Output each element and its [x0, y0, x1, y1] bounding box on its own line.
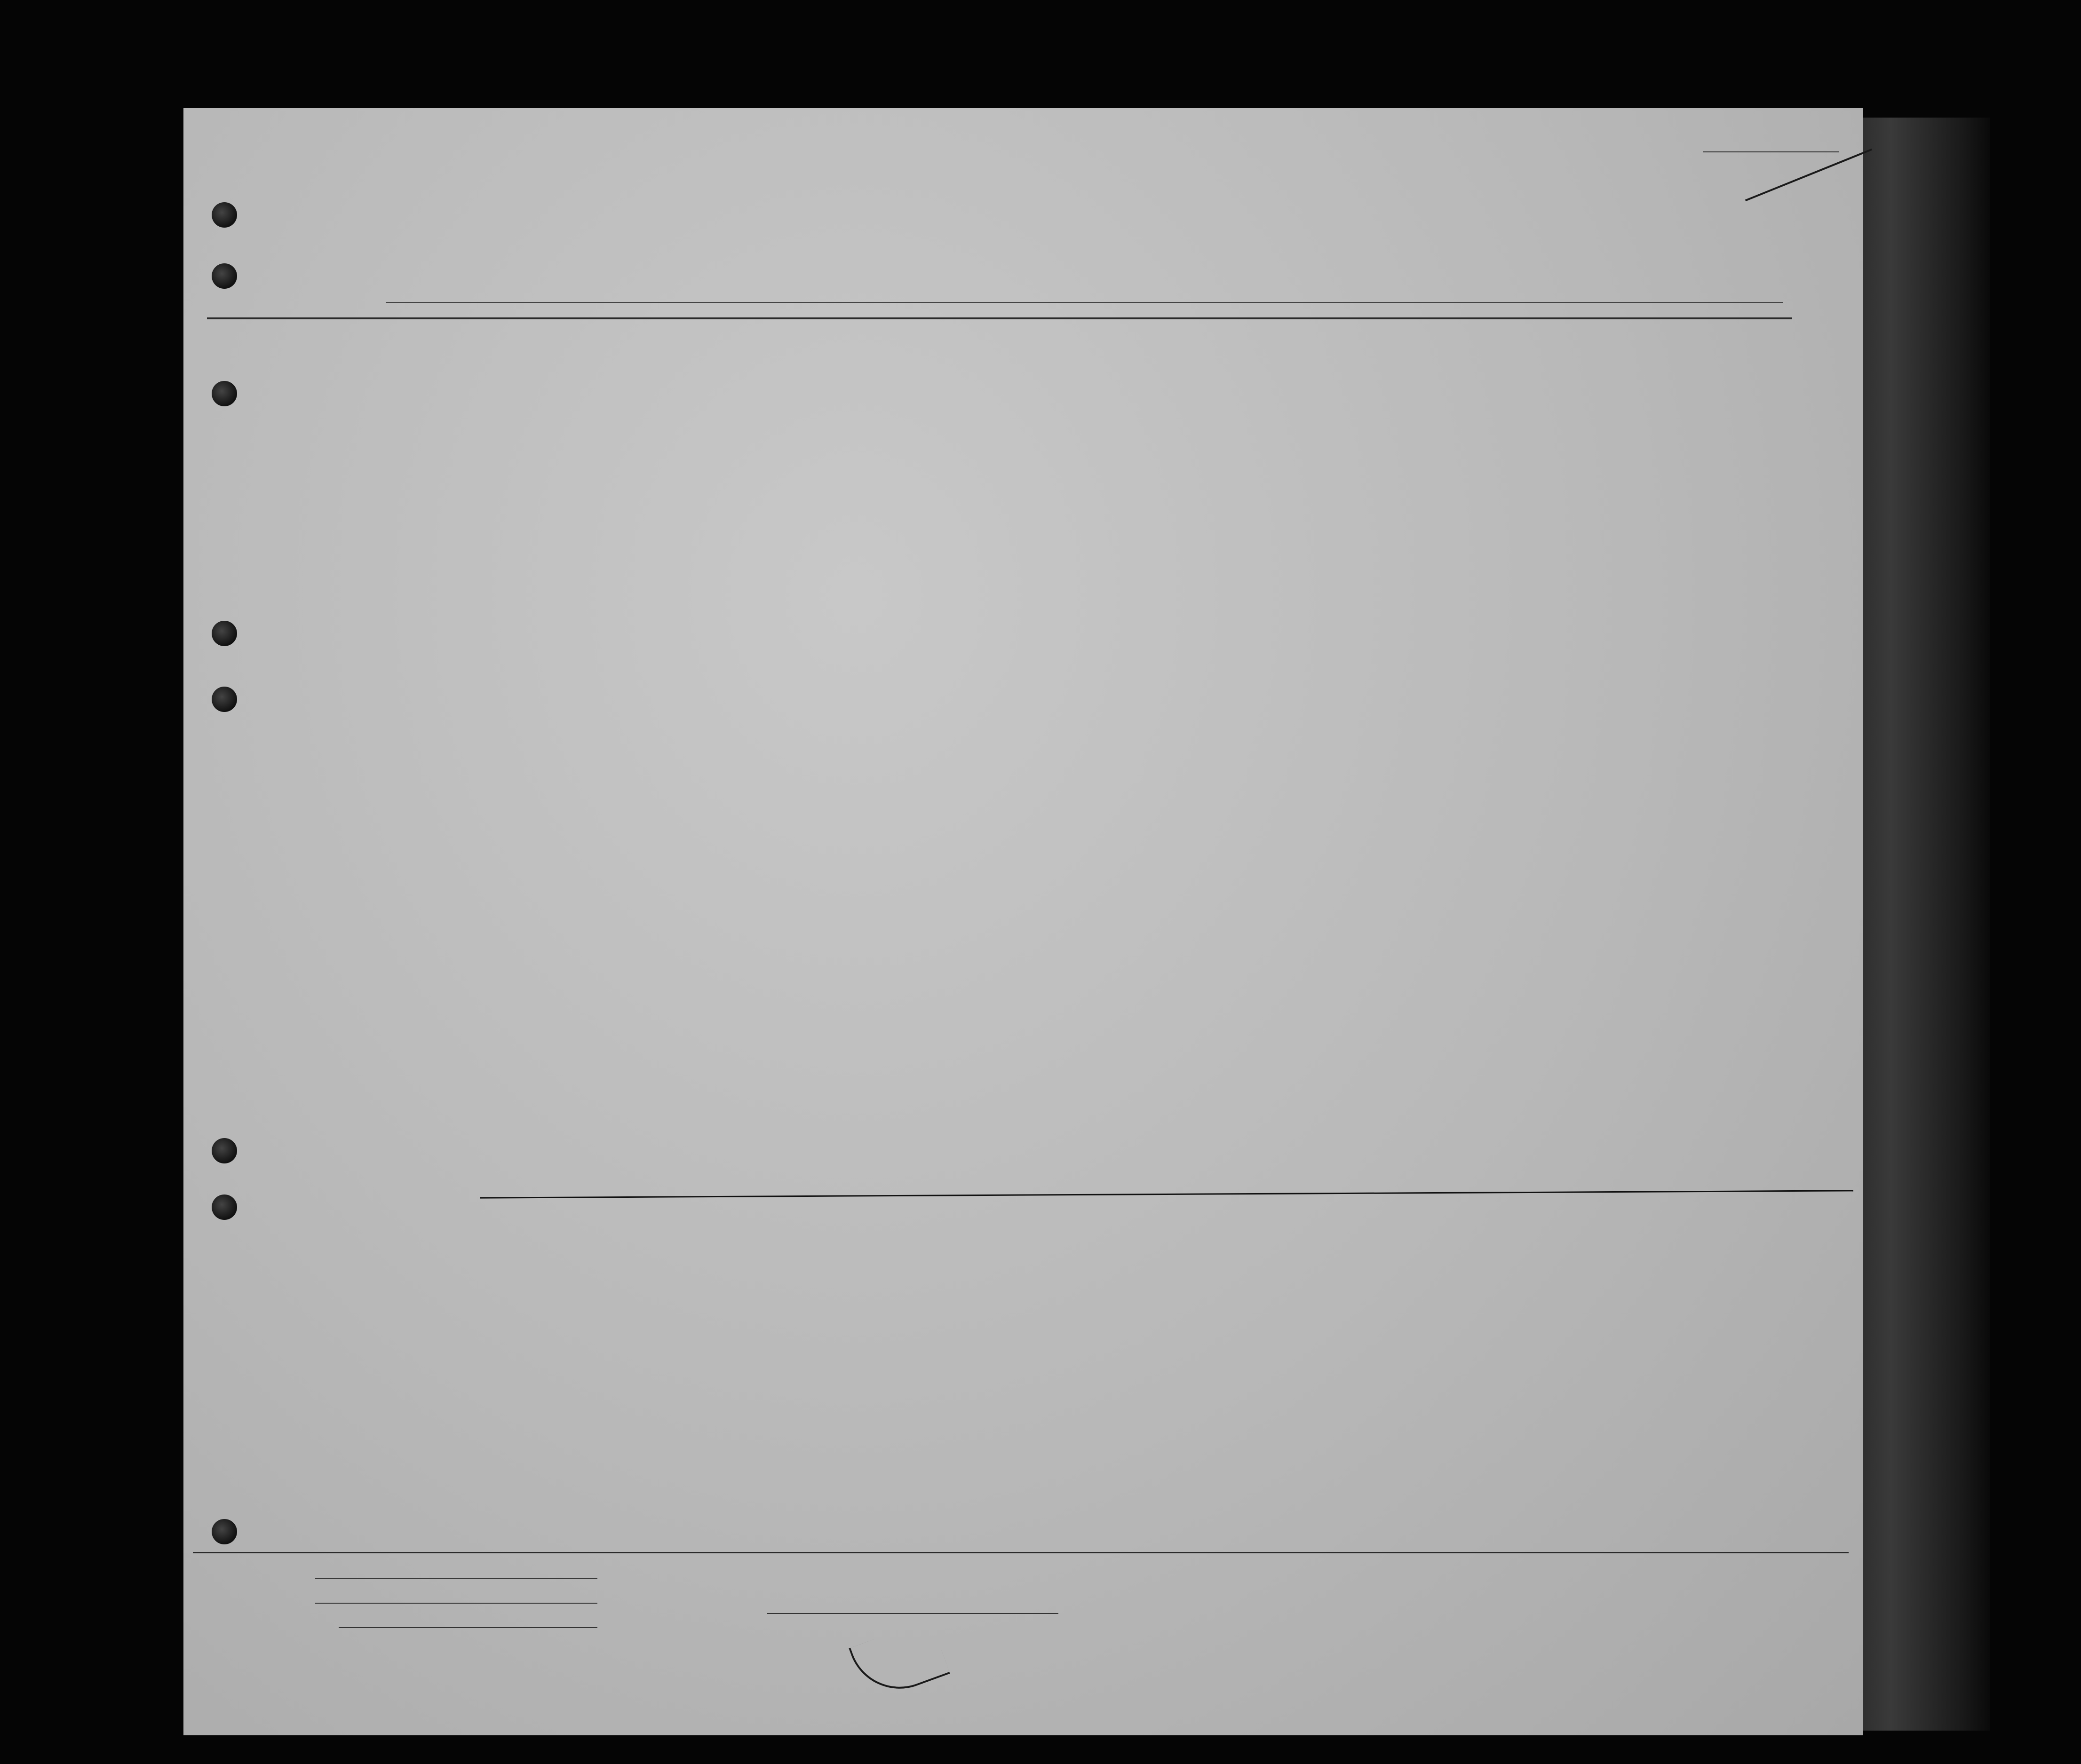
punch-hole — [212, 202, 237, 228]
deletion-strike — [480, 1190, 1853, 1198]
punch-hole — [212, 1138, 237, 1163]
page-shadow — [1849, 118, 1990, 1731]
signature-flourish — [849, 1619, 950, 1703]
agents-underline — [339, 1627, 597, 1628]
punch-hole — [212, 621, 237, 646]
inspector-underline — [767, 1613, 1058, 1614]
punch-hole — [212, 1194, 237, 1220]
footer-top-border — [193, 1552, 1849, 1553]
punch-hole — [212, 263, 237, 289]
table-top-border — [207, 317, 1792, 319]
vessel-underline — [386, 302, 1783, 303]
sheet-no-underline — [1703, 151, 1839, 152]
owners-underline — [315, 1603, 597, 1604]
sheet-stroke — [1745, 149, 1872, 201]
line-underline — [315, 1578, 597, 1579]
manifest-sheet — [183, 108, 1863, 1735]
punch-hole — [212, 381, 237, 406]
punch-hole — [212, 1519, 237, 1544]
punch-hole — [212, 687, 237, 712]
